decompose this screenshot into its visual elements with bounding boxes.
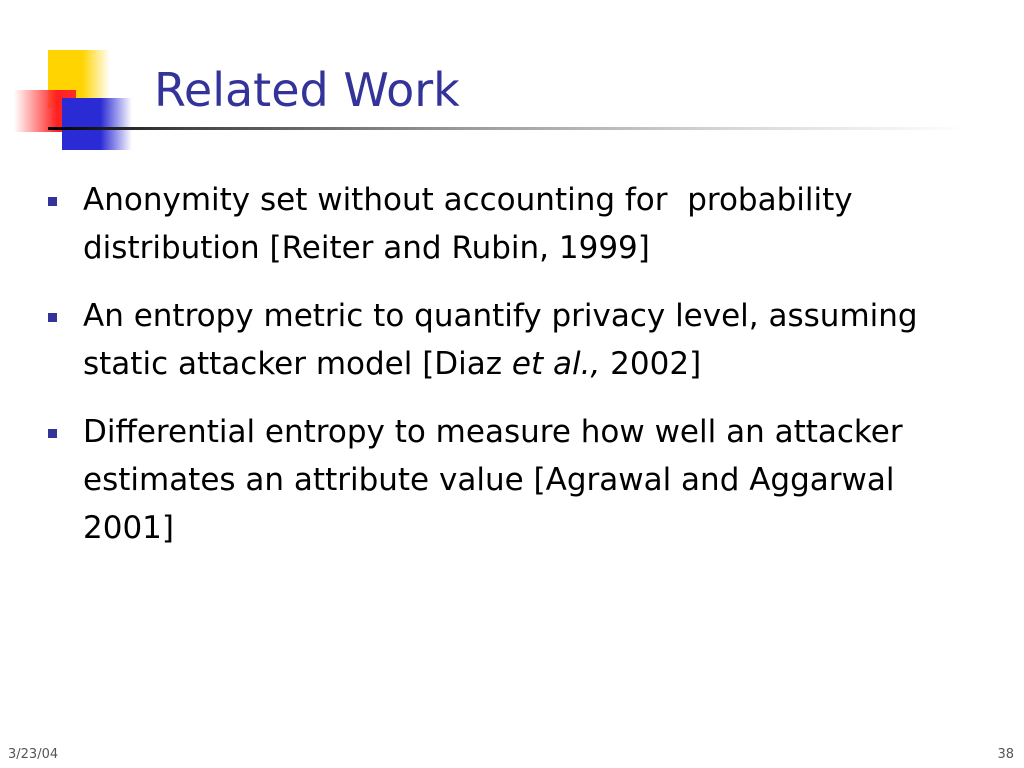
- footer-page-number: 38: [997, 747, 1014, 762]
- slide-title: Related Work: [154, 63, 460, 117]
- square-bullet-icon: [48, 313, 57, 322]
- bullet-text: Differential entropy to measure how well an attacker estimates an attribute value [Agrawal and Aggarwal 2001]: [83, 414, 913, 546]
- bullet-item-entropy-metric: [46, 292, 986, 388]
- bullet-text-end: 2002]: [600, 346, 702, 382]
- bullet-text: Anonymity set without accounting for probability distribution [Reiter and Rubin, 1999]: [83, 182, 863, 266]
- blue-square-decoration: [62, 98, 132, 150]
- bullet-item-anonymity-set: [46, 176, 986, 272]
- bullet-text: [83, 298, 927, 382]
- bullet-item-differential-entropy: [46, 408, 986, 552]
- bullet-list: [46, 176, 986, 572]
- footer-date: 3/23/04: [8, 747, 59, 762]
- title-underline: [48, 127, 968, 130]
- bullet-text-start: An entropy metric to quantify privacy level, assuming static attacker model [Diaz: [83, 298, 928, 382]
- square-bullet-icon: [48, 429, 57, 438]
- square-bullet-icon: [48, 197, 57, 206]
- bullet-text-italic: et al.,: [511, 346, 601, 382]
